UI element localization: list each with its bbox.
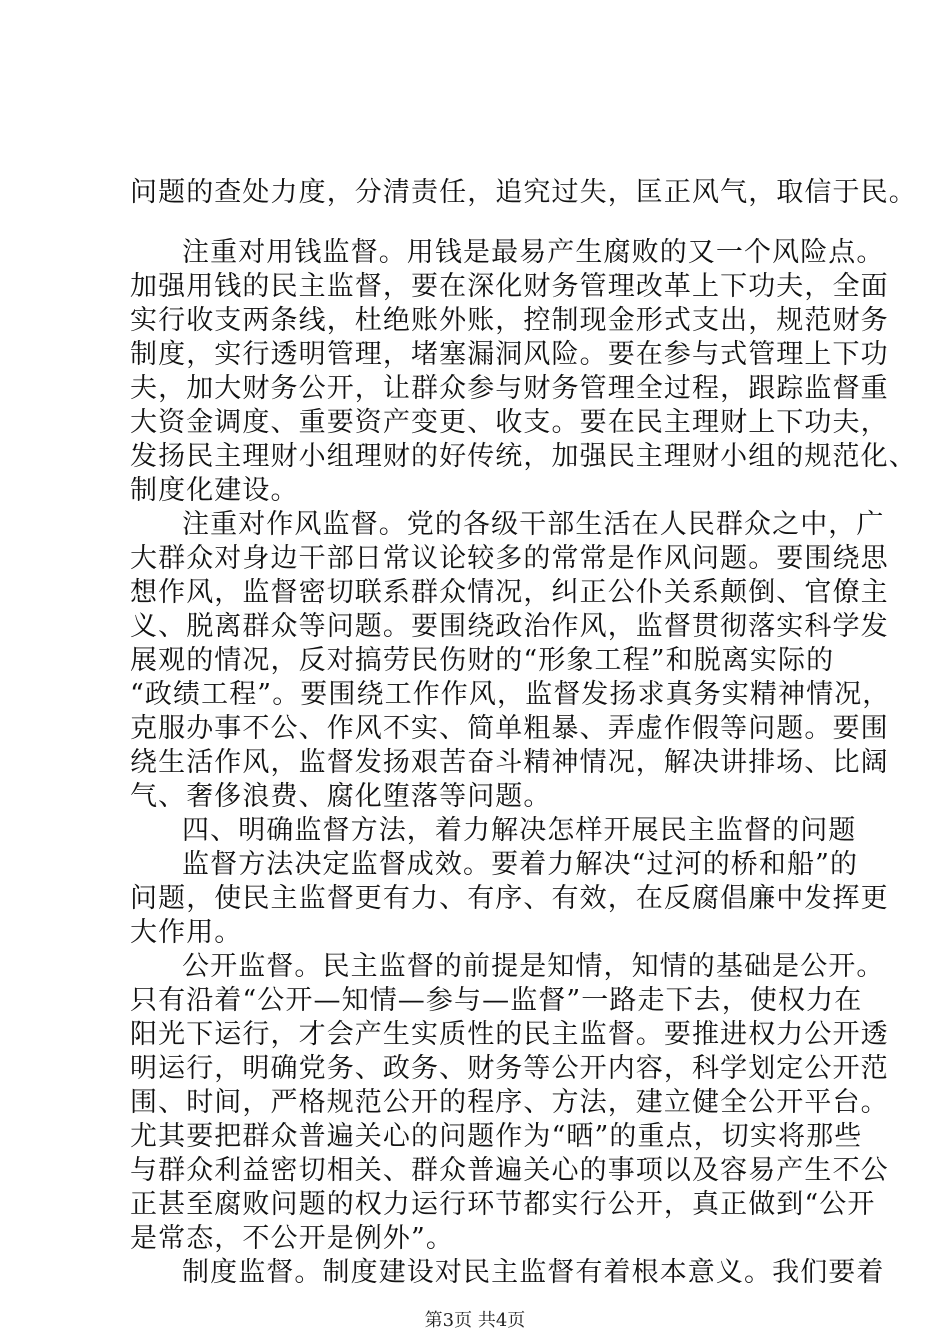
text-line: 正甚至腐败问题的权力运行环节都实行公开，真正做到“公开 xyxy=(130,1189,876,1220)
text-line: “政绩工程”。要围绕工作作风，监督发扬求真务实精神情况， xyxy=(130,679,891,710)
text-line: 是常态，不公开是例外”。 xyxy=(130,1223,455,1254)
text-line: 实行收支两条线，杜绝账外账，控制现金形式支出，规范财务 xyxy=(130,305,889,336)
paragraph-first-line: 监督方法决定监督成效。要着力解决“过河的桥和船”的 xyxy=(182,849,859,880)
text-line: 尤其要把群众普遍关心的问题作为“晒”的重点，切实将那些 xyxy=(130,1121,863,1152)
text-line: 夫，加大财务公开，让群众参与财务管理全过程，跟踪监督重 xyxy=(130,373,889,404)
page-number-footer: 第3页 共4页 xyxy=(424,1310,526,1331)
text-line: 与群众利益密切相关、群众普遍关心的事项以及容易产生不公 xyxy=(130,1155,889,1186)
text-line: 问题的查处力度，分清责任，追究过失，匡正风气，取信于民。 xyxy=(130,177,917,208)
text-line: 展观的情况，反对搞劳民伤财的“形象工程”和脱离实际的 xyxy=(130,645,835,676)
text-line: 气、奢侈浪费、腐化堕落等问题。 xyxy=(130,781,552,812)
text-line: 义、脱离群众等问题。要围绕政治作风，监督贯彻落实科学发 xyxy=(130,611,889,642)
text-line: 问题，使民主监督更有力、有序、有效，在反腐倡廉中发挥更 xyxy=(130,883,889,914)
text-line: 阳光下运行，才会产生实质性的民主监督。要推进权力公开透 xyxy=(130,1019,889,1050)
paragraph-first-line: 公开监督。民主监督的前提是知情，知情的基础是公开。 xyxy=(182,951,885,982)
text-line: 加强用钱的民主监督，要在深化财务管理改革上下功夫，全面 xyxy=(130,271,889,302)
text-line: 绕生活作风，监督发扬艰苦奋斗精神情况，解决讲排场、比阔 xyxy=(130,747,889,778)
text-line: 只有沿着“公开—知情—参与—监督”一路走下去，使权力在 xyxy=(130,985,863,1016)
text-line: 发扬民主理财小组理财的好传统，加强民主理财小组的规范化、 xyxy=(130,441,917,472)
paragraph-first-line: 注重对用钱监督。用钱是最易产生腐败的又一个风险点。 xyxy=(182,237,885,268)
text-line: 围、时间，严格规范公开的程序、方法，建立健全公开平台。 xyxy=(130,1087,889,1118)
paragraph-first-line: 制度监督。制度建设对民主监督有着根本意义。我们要着 xyxy=(182,1257,885,1288)
text-line: 大资金调度、重要资产变更、收支。要在民主理财上下功夫， xyxy=(130,407,889,438)
paragraph-first-line: 注重对作风监督。党的各级干部生活在人民群众之中，广 xyxy=(182,509,885,540)
text-line: 大群众对身边干部日常议论较多的常常是作风问题。要围绕思 xyxy=(130,543,889,574)
text-line: 大作用。 xyxy=(130,917,243,948)
text-line: 想作风，监督密切联系群众情况，纠正公仆关系颠倒、官僚主 xyxy=(130,577,889,608)
section-heading: 四、明确监督方法，着力解决怎样开展民主监督的问题 xyxy=(182,815,857,846)
text-line: 明运行，明确党务、政务、财务等公开内容，科学划定公开范 xyxy=(130,1053,889,1084)
text-line: 克服办事不公、作风不实、简单粗暴、弄虚作假等问题。要围 xyxy=(130,713,889,744)
text-line: 制度，实行透明管理，堵塞漏洞风险。要在参与式管理上下功 xyxy=(130,339,889,370)
text-line: 制度化建设。 xyxy=(130,475,299,506)
